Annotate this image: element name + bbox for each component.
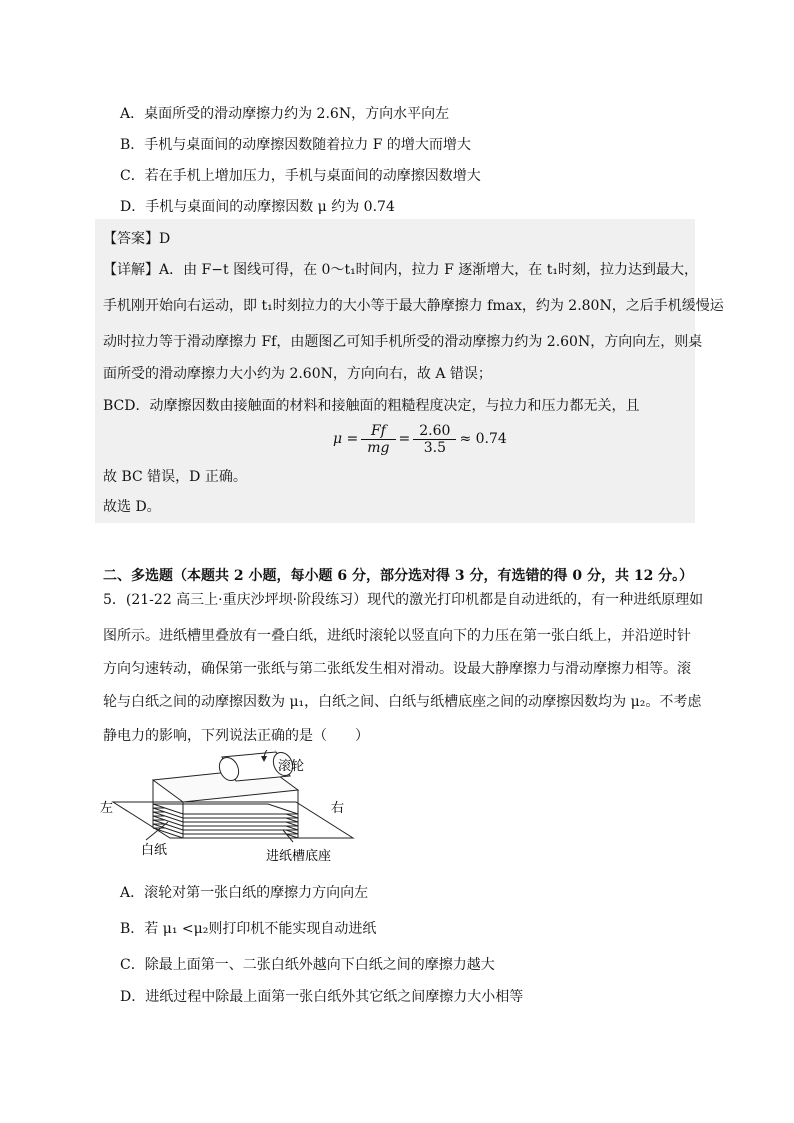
left-label: 左 xyxy=(100,801,114,816)
answer-detail-line: BCD．动摩擦因数由接触面的材料和接触面的粗糙程度决定，与拉力和压力都无关，且 xyxy=(103,398,640,414)
answer-detail-line: 手机刚开始向右运动，即 t₁时刻拉力的大小等于最大静摩擦力 fmax，约为 2.80N，之后手机缓慢运 xyxy=(103,298,724,314)
q5-option-a: A．滚轮对第一张白纸的摩擦力方向向左 xyxy=(120,885,369,901)
base-label: 进纸槽底座 xyxy=(266,849,332,864)
right-label: 右 xyxy=(331,801,345,816)
section-title: 二、多选题（本题共 2 小题，每小题 6 分，部分选对得 3 分，有选错的得 0 分，共 12 分。） xyxy=(103,568,694,584)
q5-option-b: B．若 μ₁ <μ₂则打印机不能实现自动进纸 xyxy=(120,921,377,937)
roller-label: 滚轮 xyxy=(278,759,305,774)
friction-formula xyxy=(333,419,507,459)
paper-label: 白纸 xyxy=(141,843,168,858)
answer-detail-line: 面所受的滑动摩擦力大小约为 2.60N，方向向右，故 A 错误； xyxy=(103,366,492,382)
q5-stem-line: 静电力的影响，下列说法正确的是（ ） xyxy=(103,728,369,744)
q4-option-b: B．手机与桌面间的动摩擦因数随着拉力 F 的增大而增大 xyxy=(120,137,471,153)
formula-fraction-1 xyxy=(364,423,392,456)
q4-option-a: A．桌面所受的滑动摩擦力约为 2.6N，方向水平向左 xyxy=(120,106,450,122)
q5-stem-line: 5．(21-22 高三上·重庆沙坪坝·阶段练习）现代的激光打印机都是自动进纸的，有一种进纸原理如 xyxy=(103,592,704,608)
q5-option-c: C．除最上面第一、二张白纸外越向下白纸之间的摩擦力越大 xyxy=(120,957,495,973)
q5-stem-line: 轮与白纸之间的动摩擦因数为 μ₁，白纸之间、白纸与纸槽底座之间的动摩擦因数均为 μ₂。不考虑 xyxy=(103,694,702,710)
formula-lhs: μ = xyxy=(333,431,359,447)
formula-num-1: Ff xyxy=(370,422,386,439)
answer-choice: 故选 D。 xyxy=(103,499,161,515)
paper-feed-diagram xyxy=(98,750,368,875)
formula-fraction-2 xyxy=(416,423,453,456)
answer-label: 【答案】D xyxy=(103,231,171,247)
formula-den-1: mg xyxy=(367,439,390,456)
formula-den-2: 3.5 xyxy=(423,439,446,456)
q4-option-d: D．手机与桌面间的动摩擦因数 μ 约为 0.74 xyxy=(120,199,395,215)
formula-num-2: 2.60 xyxy=(419,422,451,439)
q4-option-c: C．若在手机上增加压力，手机与桌面间的动摩擦因数增大 xyxy=(120,168,481,184)
q5-stem-line: 图所示。进纸槽里叠放有一叠白纸，进纸时滚轮以竖直向下的力压在第一张白纸上，并沿逆时针 xyxy=(103,628,691,644)
answer-detail-line: 动时拉力等于滑动摩擦力 Ff，由题图乙可知手机所受的滑动摩擦力约为 2.60N，方向向左，则桌 xyxy=(103,334,703,350)
formula-approx: ≈ 0.74 xyxy=(459,431,507,447)
q5-option-d: D．进纸过程中除最上面第一张白纸外其它纸之间摩擦力大小相等 xyxy=(120,989,524,1005)
answer-detail-line: 【详解】A．由 F−t 图线可得，在 0～t₁时间内，拉力 F 逐渐增大，在 t₁时刻，拉力达到最大， xyxy=(103,262,698,278)
q5-stem-line: 方向匀速转动，确保第一张纸与第二张纸发生相对滑动。设最大静摩擦力与滑动摩擦力相等。滚 xyxy=(103,661,691,677)
formula-equals: = xyxy=(398,431,411,447)
answer-conclusion: 故 BC 错误，D 正确。 xyxy=(103,469,247,485)
